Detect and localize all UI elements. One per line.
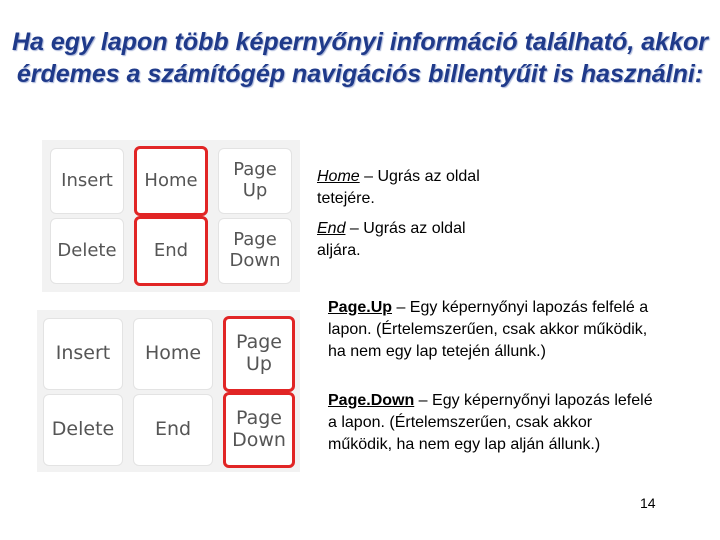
keyboard-image-home-end <box>42 140 300 292</box>
key-page-down: Page Down <box>218 218 292 284</box>
page-number: 14 <box>640 495 656 511</box>
term-end: End <box>317 220 346 237</box>
description-end: End – Ugrás az oldal aljára. <box>317 220 466 259</box>
description-page-down: Page.Down – Egy képernyőnyi lapozás lefelé a lapon. (Értelemszerűen, csak akkor működik, ha nem egy lap alján állunk.) <box>328 392 653 453</box>
key-delete: Delete <box>50 218 124 284</box>
key-home-highlighted: Home <box>134 146 208 216</box>
key-page-up-highlighted: Page Up <box>223 316 295 392</box>
key-end: End <box>133 394 213 466</box>
description-page-up: Page.Up – Egy képernyőnyi lapozás felfelé a lapon. (Értelemszerűen, csak akkor működik, ha nem egy lap tetején állunk.) <box>328 299 649 360</box>
key-end-highlighted: End <box>134 216 208 286</box>
description-home: Home – Ugrás az oldal tetejére. <box>317 168 480 207</box>
key-page-up: Page Up <box>218 148 292 214</box>
page-title: Ha egy lapon több képernyőnyi információ található, akkor érdemes a számítógép navigációs billentyűit is használni: <box>12 28 708 88</box>
key-home: Home <box>133 318 213 390</box>
term-page-down: Page.Down <box>328 392 415 409</box>
term-home: Home <box>317 168 360 185</box>
key-delete: Delete <box>43 394 123 466</box>
key-page-down-highlighted: Page Down <box>223 392 295 468</box>
key-insert: Insert <box>43 318 123 390</box>
key-insert: Insert <box>50 148 124 214</box>
term-page-up: Page.Up <box>328 299 393 316</box>
keyboard-image-page-up-down <box>37 310 300 472</box>
